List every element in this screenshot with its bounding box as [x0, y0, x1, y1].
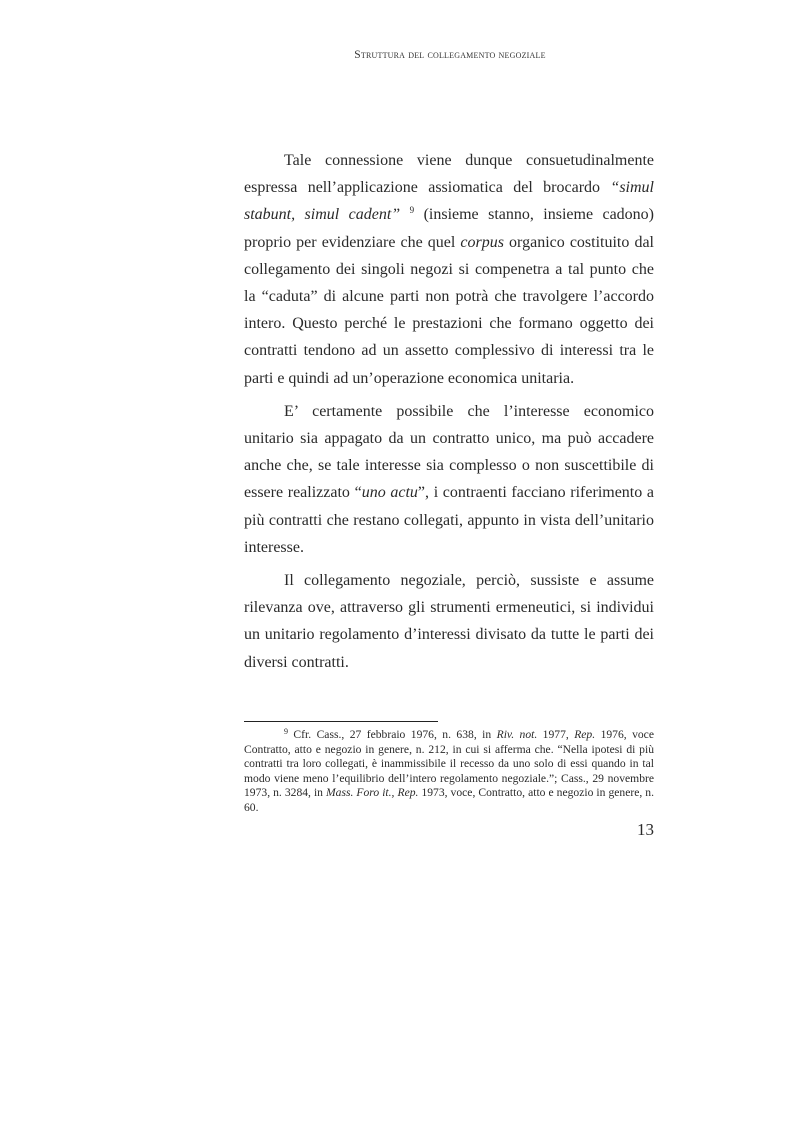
text-run: 1977,	[537, 728, 575, 741]
footnote-number: 9	[284, 727, 288, 736]
text-run: E’ certamente possibile che l’interesse economico unitario sia appagato da un contratto unico, ma può accadere anche che, se tale interesse sia complesso o non suscettibile di essere realizzato “	[244, 402, 654, 502]
text-run	[400, 206, 409, 223]
text-run: organico costituito dal collegamento dei singoli negozi si compenetra a tal punto che la “caduta” di alcune parti non potrà che travolgere l’accordo intero. Questo perché le prestazioni che formano oggetto dei contratti tendono ad un assetto complessivo di interessi tra le parti e quindi ad un’operazione economica unitaria.	[244, 233, 654, 387]
latin-term: corpus	[460, 233, 504, 251]
journal-title: Riv. not.	[496, 728, 538, 741]
text-run: ”, i contraenti facciano riferimento a più contratti che restano collegati, appunto in vista dell’unitario interesse.	[244, 484, 655, 556]
footnote	[244, 728, 654, 816]
text-run: 1976, voce Contratto, atto e negozio in genere, n. 212, in cui si afferma che. “Nella ipotesi di più contratti tra loro collegati, è inammissibile il recesso da uno solo di essi quando in tal modo viene meno l’equilibrio dell’intero regolamento negoziale.”; Cass., 29 novembre 1973, n. 3284, in	[244, 728, 654, 800]
latin-phrase: uno actu	[361, 484, 418, 502]
latin-phrase: “simul stabunt, simul cadent”	[244, 179, 654, 224]
text-run: Cfr. Cass., 27 febbraio 1976, n. 638, in	[288, 728, 497, 741]
paragraph-1	[244, 147, 654, 392]
footnote-separator	[244, 721, 438, 722]
paragraph-3	[244, 567, 654, 676]
text-run: Tale connessione viene dunque consuetudinalmente espressa nell’applicazione assiomatica del brocardo	[244, 152, 654, 197]
footnote-reference[interactable]: 9	[409, 205, 415, 216]
text-run: Il collegamento negoziale, perciò, sussiste e assume rilevanza ove, attraverso gli strumenti ermeneutici, si individui un unitario regolamento d’interessi divisato da tutte le parti dei diversi contratti.	[244, 572, 654, 671]
main-text	[244, 147, 654, 676]
page-number: 13	[637, 820, 654, 839]
running-header: Struttura del collegamento negoziale	[354, 49, 546, 61]
text-run: 1973, voce, Contratto, atto e negozio in genere, n. 60.	[244, 786, 654, 814]
paragraph-2	[244, 398, 654, 561]
journal-title: Mass. Foro it., Rep.	[326, 786, 419, 800]
journal-abbrev: Rep.	[574, 728, 596, 741]
text-run: (insieme stanno, insieme cadono) proprio per evidenziare che quel	[244, 206, 655, 251]
